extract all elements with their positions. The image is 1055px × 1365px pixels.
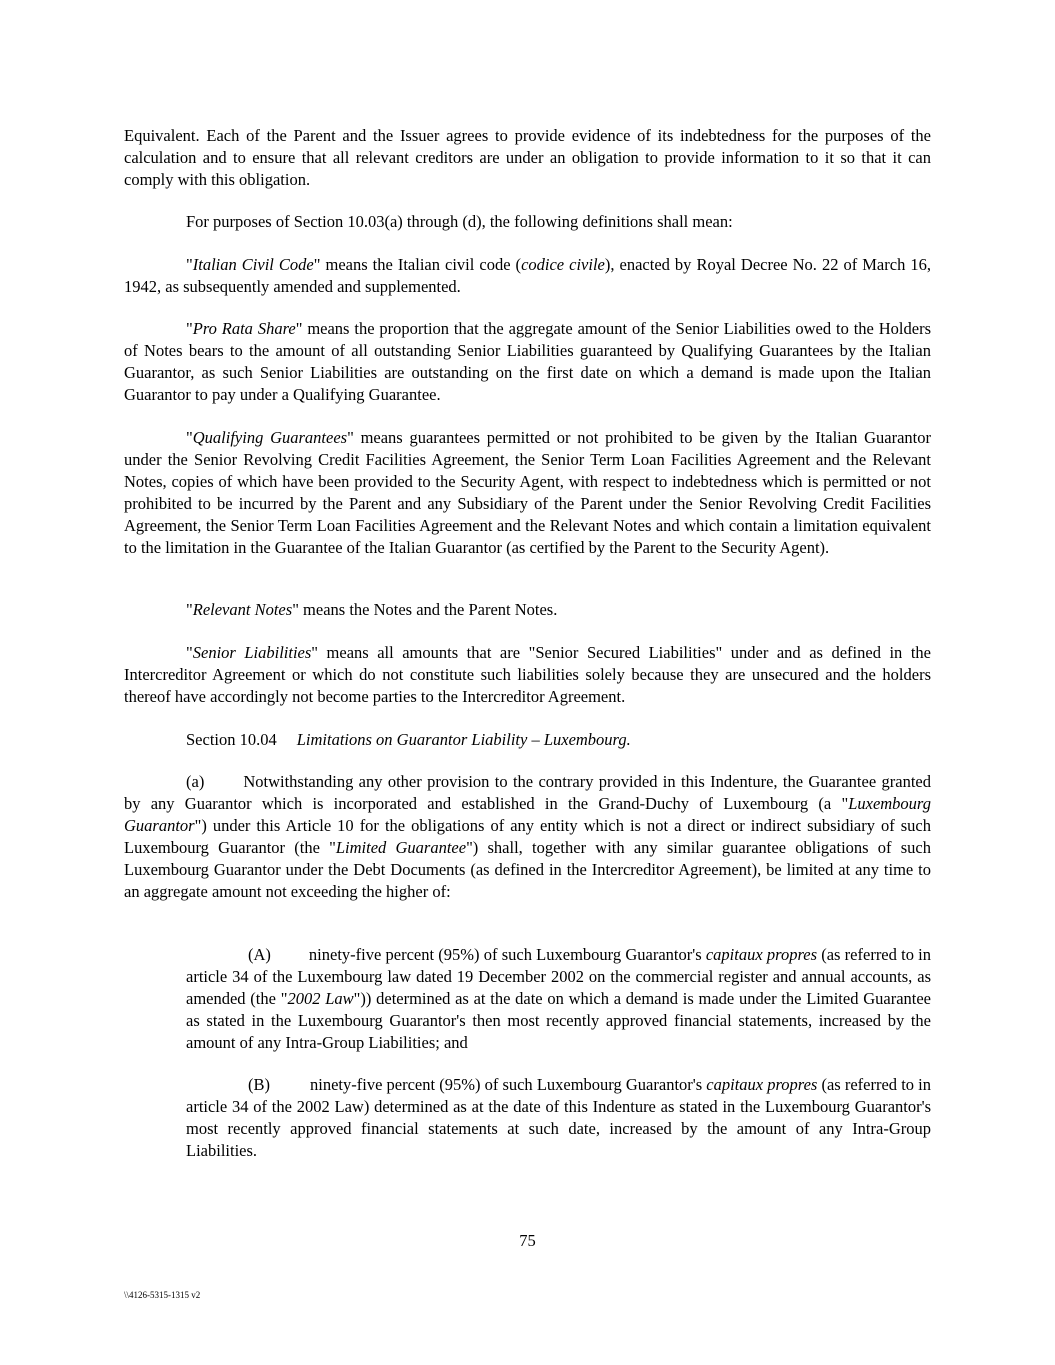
paragraph-text: ninety-five percent (95%) of such Luxembourg Guarantor's [308,945,706,964]
defined-term: Qualifying Guarantees [192,428,348,447]
definition-text: " means the Notes and the Parent Notes. [292,600,558,619]
quote: " [186,319,193,338]
page-number: 75 [519,1231,536,1250]
quote: " [186,643,193,662]
section-heading [124,729,931,751]
paragraph-equivalent: Equivalent. Each of the Parent and the Issuer agrees to provide evidence of its indebtedness for the purposes of the calculation and to ensure that all relevant creditors are under an obligation to provide information to it so that it can comply with this obligation. [124,126,931,189]
document-reference: \\4126-5315-1315 v2 [124,1290,201,1300]
definition-text: ), enacted by Royal Decree No. 22 of March 16, 1942, as subsequently amended and supplemented. [124,255,931,296]
italic-term: codice civile [521,255,605,274]
paragraph-text: ninety-five percent (95%) of such Luxembourg Guarantor's [310,1075,707,1094]
section-number: Section 10.04 [186,730,277,749]
defined-term: Pro Rata Share [192,319,296,338]
subparagraph-A [186,944,931,1054]
section-title: Limitations on Guarantor Liability – Luxembourg. [296,730,631,749]
definition-senior-liabilities [124,642,931,708]
paragraph-text: ") under this Article 10 for the obligations of any entity which is not a direct or indirect subsidiary of such Luxembourg Guarantor (the " [124,816,931,857]
subparagraph-B [186,1074,931,1162]
italic-term: Limited Guarantee [335,838,467,857]
definition-relevant-notes [124,599,931,621]
paragraph-purposes: For purposes of Section 10.03(a) through (d), the following definitions shall mean: [186,212,733,231]
paragraph-text: ") shall, together with any similar guarantee obligations of such Luxembourg Guarantor under the Debt Documents (as defined in the Intercreditor Agreement), be limited at any time to an aggregate amount not exceeding the higher of: [124,838,931,901]
paragraph-a [124,771,931,903]
paragraph-text: Notwithstanding any other provision to the contrary provided in this Indenture, the Guarantee granted by any Guarantor which is incorporated and established in the Grand-Duchy of Luxembourg (a " [124,772,931,813]
paragraph-text: (as referred to in article 34 of the 2002 Law) determined as at the date of this Indenture as stated in the Luxembourg Guarantor's most recently approved financial statements at such date, increased by the amount of any Intra-Group Liabilities. [186,1075,931,1160]
defined-term: Italian Civil Code [192,255,314,274]
italic-term: capitaux propres [705,945,817,964]
definition-pro-rata-share [124,318,931,406]
definition-text: " means guarantees permitted or not prohibited to be given by the Italian Guarantor under the Senior Revolving Credit Facilities Agreement, the Senior Term Loan Facilities Agreement and the Relevant Notes, copies of which have been provided to the Security Agent, with respect to indebtedness which is permitted or not prohibited to be incurred by the Parent and any Subsidiary of the Parent under the Senior Revolving Credit Facilities Agreement, the Senior Term Loan Facilities Agreement and the Relevant Notes and which contain a limitation equivalent to the limitation in the Guarantee of the Italian Guarantor (as certified by the Parent to the Security Agent). [124,428,931,557]
paragraph-label: (B) [248,1075,270,1094]
quote: " [186,600,193,619]
italic-term: 2002 Law [287,989,354,1008]
definition-text: " means the proportion that the aggregate amount of the Senior Liabilities owed to the Holders of Notes bears to the amount of all outstanding Senior Liabilities guaranteed by Qualifying Guarantees by the Italian Guarantor, as such Senior Liabilities are outstanding on the first date on which a demand is made upon the Italian Guarantor to pay under a Qualifying Guarantee. [124,319,931,404]
quote: " [186,428,193,447]
definition-text: " means the Italian civil code ( [313,255,522,274]
quote: " [186,255,193,274]
paragraph-label: (A) [248,945,271,964]
definition-text: " means all amounts that are "Senior Secured Liabilities" under and as defined in the Intercreditor Agreement or which do not constitute such liabilities solely because they are unsecured and the holders thereof have accordingly not become parties to the Intercreditor Agreement. [124,643,931,706]
italic-term: Luxembourg Guarantor [124,794,931,835]
defined-term: Relevant Notes [192,600,293,619]
paragraph-text: ")) determined as at the date on which a demand is made under the Limited Guarantee as stated in the Luxembourg Guarantor's then most recently approved financial statements, increased by the amount of any Intra-Group Liabilities; and [186,989,931,1052]
italic-term: capitaux propres [706,1075,818,1094]
paragraph-text: (as referred to in article 34 of the Luxembourg law dated 19 December 2002 on the commercial register and annual accounts, as amended (the " [186,945,931,1008]
definition-qualifying-guarantees [124,427,931,559]
definition-italian-civil-code [124,254,931,298]
paragraph-label: (a) [186,772,205,791]
defined-term: Senior Liabilities [192,643,312,662]
